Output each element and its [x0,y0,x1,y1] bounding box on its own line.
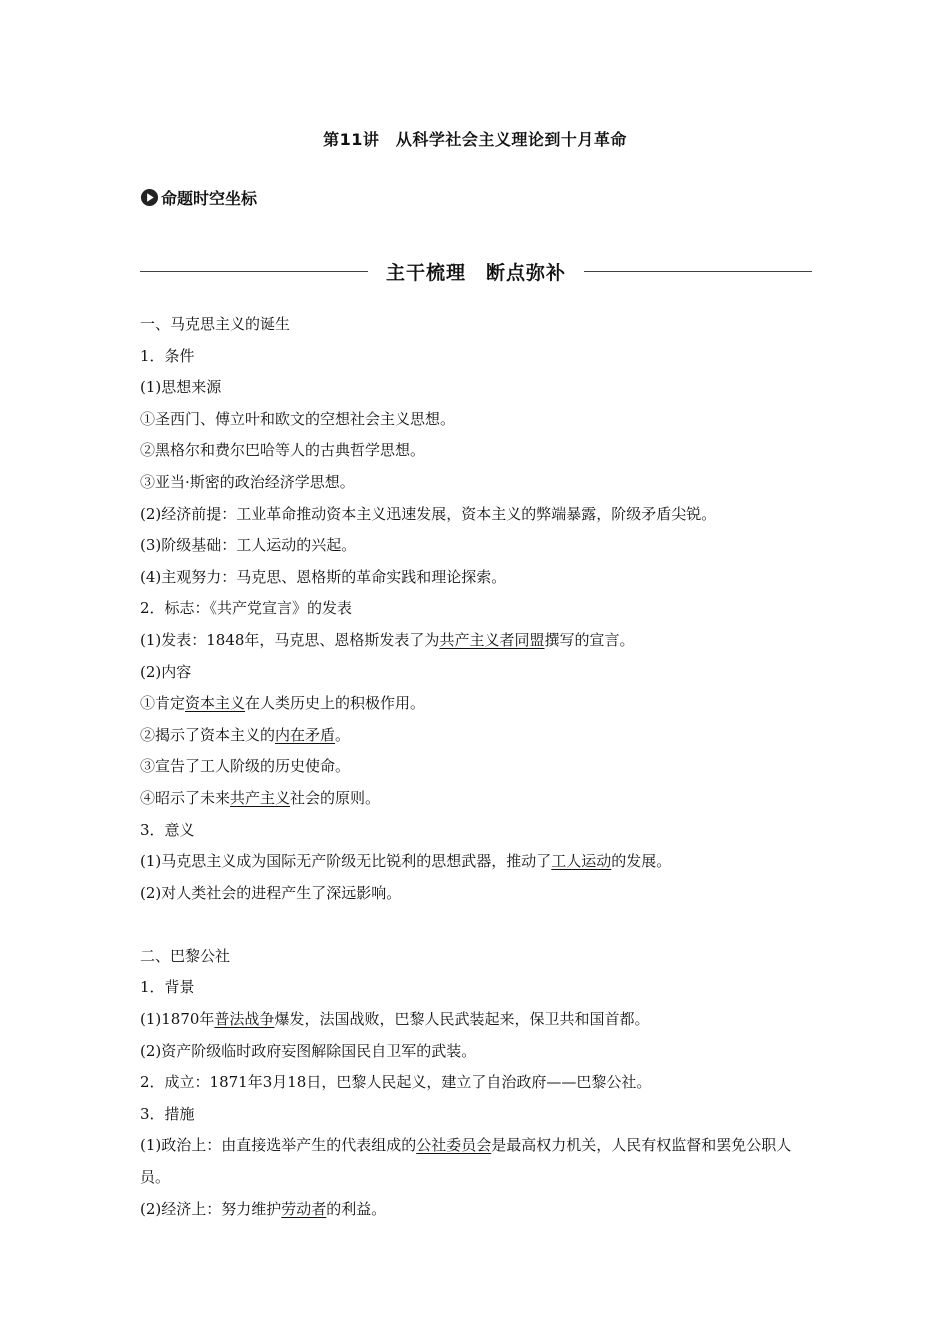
underlined-term: 普法战争 [214,1010,275,1029]
text-segment: (1)1870年 [140,1010,215,1029]
content-line [140,1130,816,1193]
text-segment: 爆发，法国战败，巴黎人民武装起来，保卫共和国首都。 [274,1010,650,1029]
content-line [140,815,816,847]
divider-line-right [584,271,812,272]
text-segment: (3)阶级基础：工人运动的兴起。 [140,536,357,555]
content-line [140,530,816,562]
text-segment: (2)资产阶级临时政府妄图解除国民自卫军的武装。 [140,1041,477,1060]
content-line [140,783,816,815]
text-segment: ②黑格尔和费尔巴哈等人的古典哲学思想。 [140,441,426,460]
text-segment: 的利益。 [326,1199,387,1218]
blank-line [140,909,816,941]
text-segment: ④昭示了未来 [140,788,231,807]
content-line [140,878,816,910]
content-body [140,309,816,1225]
text-segment: ①圣西门、傅立叶和欧文的空想社会主义思想。 [140,409,456,428]
text-segment: 。 [335,725,351,744]
content-line [140,751,816,783]
text-segment: 3．措施 [140,1104,195,1123]
content-line [140,593,816,625]
content-line [140,1036,816,1068]
section-divider [140,256,812,286]
content-line [140,720,816,752]
content-line [140,341,816,373]
text-segment: (2)内容 [140,662,192,681]
text-segment: (2)经济上：努力维护 [140,1199,282,1218]
content-line [140,309,816,341]
underlined-term: 共产主义 [230,788,291,807]
content-line [140,1099,816,1131]
text-segment: 社会的原则。 [290,788,381,807]
content-line [140,562,816,594]
text-segment: 撰写的宣言。 [544,630,635,649]
divider-title: 主干梳理 断点弥补 [386,261,567,284]
underlined-term: 内在矛盾 [275,725,336,744]
content-line [140,372,816,404]
underlined-term: 劳动者 [281,1199,327,1218]
text-segment: (2)对人类社会的进程产生了深远影响。 [140,883,402,902]
text-segment: 1．条件 [140,346,195,365]
content-line [140,435,816,467]
content-line [140,404,816,436]
text-segment: 一、马克思主义的诞生 [140,315,291,333]
divider-line-left [140,271,368,272]
content-line [140,467,816,499]
text-segment: 2．标志：《共产党宣言》的发表 [140,599,353,618]
text-segment: 二、巴黎公社 [140,946,231,965]
content-line [140,625,816,657]
text-segment: (1)马克思主义成为国际无产阶级无比锐利的思想武器，推动了 [140,852,552,871]
text-segment: (1)发表：1848年，马克思、恩格斯发表了为 [140,630,440,649]
text-segment: ③亚当·斯密的政治经济学思想。 [140,472,355,491]
text-segment: 2．成立：1871年3月18日，巴黎人民起义，建立了自治政府——巴黎公社。 [140,1073,652,1092]
content-line [140,499,816,531]
content-line [140,688,816,720]
play-circle-icon [140,188,159,207]
section-badge [140,186,257,209]
text-segment: 是最高权力机关，人民有权监督和罢免公职人员。 [140,1136,792,1187]
page-title: 第11讲 从科学社会主义理论到十月革命 [323,130,627,149]
text-segment: 的发展。 [611,852,672,871]
content-line [140,941,816,973]
section-badge-label: 命题时空坐标 [161,189,258,208]
text-segment: (1)思想来源 [140,378,222,397]
content-line [140,846,816,878]
content-line [140,1067,816,1099]
text-segment: ③宣告了工人阶级的历史使命。 [140,757,351,776]
text-segment: (2)经济前提：工业革命推动资本主义迅速发展，资本主义的弊端暴露，阶级矛盾尖锐。 [140,504,717,523]
underlined-term: 共产主义者同盟 [439,630,545,649]
text-segment: ①肯定 [140,694,186,713]
content-line [140,972,816,1004]
underlined-term: 公社委员会 [416,1136,492,1155]
content-line [140,657,816,689]
text-segment: 3．意义 [140,820,195,839]
underlined-term: 资本主义 [185,694,246,713]
content-line [140,1194,816,1226]
text-segment: (4)主观努力：马克思、恩格斯的革命实践和理论探索。 [140,567,507,586]
text-segment: (1)政治上：由直接选举产生的代表组成的 [140,1136,417,1155]
text-segment: 在人类历史上的积极作用。 [245,694,426,713]
underlined-term: 工人运动 [551,852,612,871]
content-line [140,1004,816,1036]
text-segment: ②揭示了资本主义的 [140,725,276,744]
text-segment: 1．背景 [140,978,195,997]
